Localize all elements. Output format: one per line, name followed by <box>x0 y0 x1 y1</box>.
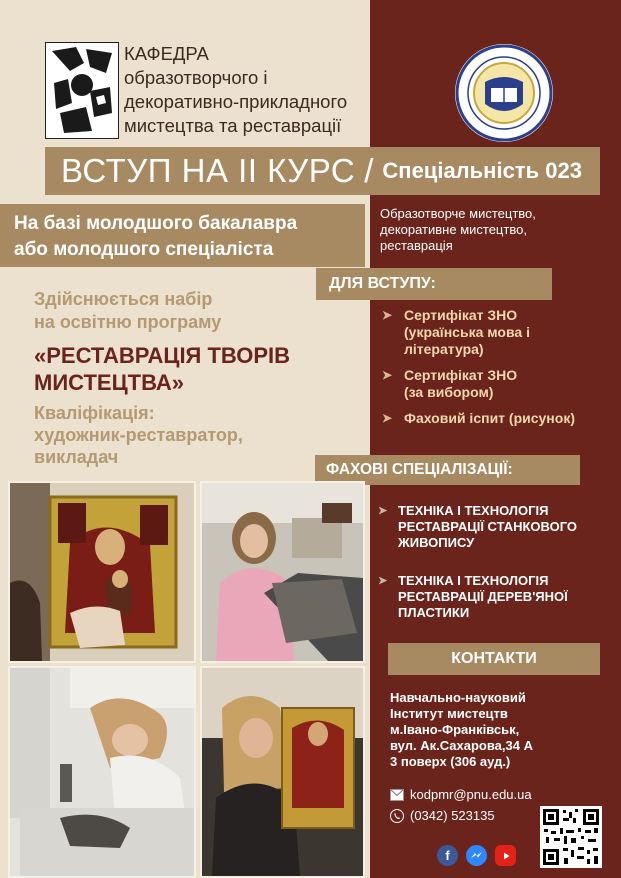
requirement-item <box>382 410 617 427</box>
contact-address <box>390 690 615 770</box>
messenger-icon[interactable] <box>466 845 487 866</box>
requirement-item <box>382 307 617 358</box>
specialty-description <box>380 206 615 254</box>
requirement-line: Сертифікат ЗНО <box>404 367 518 383</box>
photo-icon-restoration <box>8 481 196 663</box>
specialization-line: ЖИВОПИСУ <box>398 535 475 550</box>
photo-student-painting <box>200 666 365 878</box>
photo-student-cleaning <box>8 666 196 878</box>
email-link[interactable]: kodpmr@pnu.edu.ua <box>410 787 532 802</box>
requirement-line: література) <box>404 341 484 357</box>
address-line: 3 поверх (306 ауд.) <box>390 754 511 769</box>
address-line: вул. Ак.Сахарова,34 А <box>390 738 533 753</box>
requirement-line: Сертифікат ЗНО <box>404 307 518 323</box>
title-bar <box>45 147 600 195</box>
phone-row[interactable] <box>390 808 495 823</box>
specialty-description-line: реставрація <box>380 238 453 253</box>
requirement-line: (українська мова і <box>404 324 530 340</box>
envelope-icon <box>390 789 404 801</box>
program-block <box>34 288 334 468</box>
department-name-line: образотворчого і <box>124 67 268 88</box>
department-name-line: декоративно-прикладного <box>124 91 348 112</box>
department-name-line: КАФЕДРА <box>124 43 209 64</box>
qualification-line: викладач <box>34 447 119 467</box>
email-row[interactable] <box>390 787 532 802</box>
program-qualification <box>34 402 334 468</box>
arrow-bullet-icon: ➤ <box>378 575 388 587</box>
facebook-icon[interactable]: f <box>437 845 458 866</box>
requirement-line: Фаховий іспит (рисунок) <box>404 410 575 426</box>
base-education-bar <box>0 204 365 267</box>
qualification-line: художник-реставратор, <box>34 425 243 445</box>
university-seal <box>455 44 553 142</box>
qr-code[interactable] <box>540 806 602 868</box>
admission-header: ДЛЯ ВСТУПУ: <box>316 268 552 300</box>
arrow-bullet-icon: ➤ <box>378 505 388 517</box>
specialization-line: РЕСТАВРАЦІЇ ДЕРЕВ'ЯНОЇ <box>398 589 568 604</box>
department-logo <box>45 42 119 139</box>
phone-number[interactable]: (0342) 523135 <box>410 808 495 823</box>
program-intro <box>34 288 334 334</box>
arrow-bullet-icon: ➤ <box>382 308 393 322</box>
address-line: м.Івано-Франківськ, <box>390 722 520 737</box>
qualification-line: Кваліфікація: <box>34 403 155 423</box>
photo-student-working <box>200 481 365 663</box>
program-name-line: МИСТЕЦТВА» <box>34 370 185 395</box>
arrow-bullet-icon: ➤ <box>382 368 393 382</box>
program-name <box>34 342 334 396</box>
phone-icon <box>390 809 404 823</box>
base-education-line: На базі молодшого бакалавра <box>14 213 298 234</box>
program-intro-line: Здійснюється набір <box>34 289 213 309</box>
specializations-header: ФАХОВІ СПЕЦІАЛІЗАЦІЇ: <box>315 455 580 485</box>
specialty-description-line: декоративне мистецтво, <box>380 222 527 237</box>
requirement-line: (за вибором) <box>404 384 494 400</box>
specialization-line: ТЕХНІКА І ТЕХНОЛОГІЯ <box>398 573 549 588</box>
requirement-item <box>382 367 617 401</box>
specialization-item <box>378 503 616 551</box>
specialization-item <box>378 573 616 621</box>
youtube-icon[interactable] <box>495 845 516 866</box>
admission-requirements <box>382 307 617 436</box>
title-separator: / <box>364 152 374 189</box>
social-links <box>437 845 516 866</box>
address-line: Навчально-науковий <box>390 690 526 705</box>
department-name <box>124 42 368 138</box>
address-line: Інститут мистецтв <box>390 706 508 721</box>
program-intro-line: на освітню програму <box>34 312 222 332</box>
program-name-line: «РЕСТАВРАЦІЯ ТВОРІВ <box>34 343 291 368</box>
specialization-line: РЕСТАВРАЦІЇ СТАНКОВОГО <box>398 519 578 534</box>
specializations-list <box>378 503 616 643</box>
base-education-line: або молодшого спеціаліста <box>14 239 274 260</box>
arrow-bullet-icon: ➤ <box>382 411 393 425</box>
title-specialty: Спеціальність 023 <box>382 158 582 183</box>
department-name-line: мистецтва та реставрації <box>124 115 342 136</box>
specialization-line: ПЛАСТИКИ <box>398 605 470 620</box>
title-main: ВСТУП НА ІІ КУРС <box>61 152 356 189</box>
specialty-description-line: Образотворче мистецтво, <box>380 206 536 221</box>
contacts-header: КОНТАКТИ <box>388 643 600 675</box>
specialization-line: ТЕХНІКА І ТЕХНОЛОГІЯ <box>398 503 549 518</box>
